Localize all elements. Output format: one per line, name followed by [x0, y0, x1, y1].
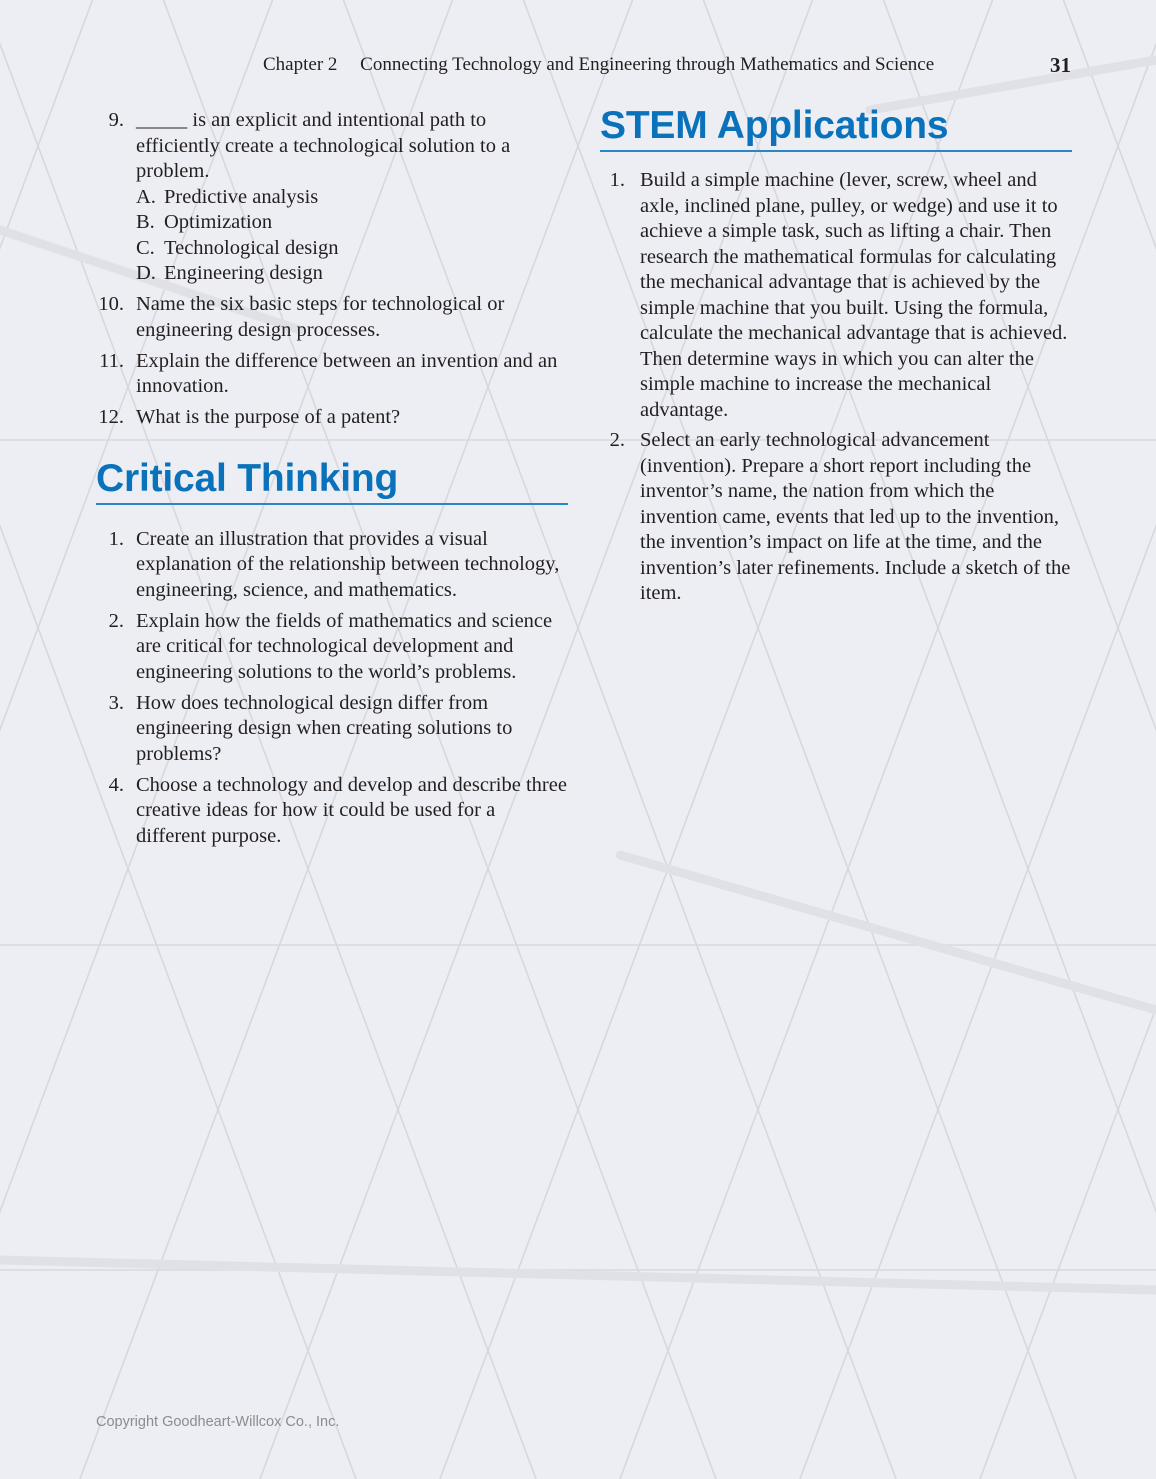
item-text: Select an early technological advancement (invention). Prepare a short report including the inventor’s name, the nation from which the invention came, events that led up to the invention, the invention’s impact on life at the time, and the invention’s later refinements. Include a sketch of the item.: [640, 429, 1071, 604]
right-column: [600, 104, 1072, 612]
stem-applications-section: [600, 104, 1072, 607]
choice-letter: B.: [136, 211, 155, 233]
item-text: How does technological design differ from engineering design when creating solutions to problems?: [136, 691, 513, 765]
choice-d: [136, 261, 568, 287]
review-question-11: [96, 349, 568, 400]
item-number: 3.: [108, 691, 124, 714]
item-text: Create an illustration that provides a visual explanation of the relationship between technology, engineering, science, and mathematics.: [136, 527, 560, 601]
choice-c: [136, 236, 568, 262]
stem-applications-heading: STEM Applications: [600, 104, 1072, 152]
choice-letter: D.: [136, 262, 156, 284]
question-text: _____ is an explicit and intentional path to efficiently create a technological solution to a problem.: [136, 109, 511, 182]
question-text: What is the purpose of a patent?: [136, 406, 401, 428]
page-number: 31: [1050, 53, 1071, 77]
question-text: Name the six basic steps for technological or engineering design processes.: [136, 293, 505, 341]
choice-text: Predictive analysis: [164, 185, 319, 208]
critical-thinking-section: [96, 457, 568, 850]
item-number: 2.: [609, 429, 625, 451]
item-number: 1.: [108, 527, 124, 550]
item-text: Choose a technology and develop and describe three creative ideas for how it could be used for a different purpose.: [136, 773, 567, 847]
choice-text: Optimization: [164, 211, 273, 233]
item-number: 2.: [108, 609, 124, 632]
review-questions-list: [96, 108, 568, 431]
question-number: 10.: [98, 293, 124, 315]
copyright-footer: Copyright Goodheart-Willcox Co., Inc.: [96, 1414, 340, 1430]
review-question-10: [96, 292, 568, 343]
choice-letter: C.: [136, 236, 155, 259]
critical-thinking-item-2: [96, 609, 568, 686]
choice-letter: A.: [136, 185, 156, 208]
critical-thinking-item-4: [96, 773, 568, 850]
chapter-title: Connecting Technology and Engineering through Mathematics and Science: [360, 54, 935, 75]
item-number: 4.: [108, 773, 124, 796]
left-column: [96, 108, 568, 855]
choice-text: Engineering design: [164, 262, 323, 284]
question-number: 9.: [108, 109, 124, 131]
item-text: Explain how the fields of mathematics and science are critical for technological development and engineering solutions to the world’s problems.: [136, 609, 553, 683]
question-number: 11.: [99, 349, 124, 372]
critical-thinking-heading: Critical Thinking: [96, 457, 568, 505]
chapter-label: Chapter 2: [263, 54, 338, 75]
answer-choices: [136, 185, 568, 287]
choice-a: [136, 185, 568, 211]
running-header: [263, 54, 1073, 76]
item-number: 1.: [609, 169, 625, 191]
critical-thinking-item-1: [96, 527, 568, 604]
question-number: 12.: [98, 406, 124, 428]
question-text: Explain the difference between an invention and an innovation.: [136, 349, 558, 397]
stem-application-item-2: [600, 428, 1072, 607]
stem-application-item-1: [600, 168, 1072, 423]
choice-text: Technological design: [164, 236, 339, 259]
review-question-9: [96, 108, 568, 287]
review-question-12: [96, 405, 568, 431]
critical-thinking-item-3: [96, 691, 568, 768]
item-text: Build a simple machine (lever, screw, wheel and axle, inclined plane, pulley, or wedge) and use it to achieve a simple task, such as lifting a chair. Then research the mathematical formulas for calculating the mechanical advantage that is achieved by the simple machine that you built. Using the formula, calculate the mechanical advantage that is achieved. Then determine ways in which you can alter the simple machine to increase the mechanical advantage.: [640, 169, 1068, 421]
choice-b: [136, 210, 568, 236]
